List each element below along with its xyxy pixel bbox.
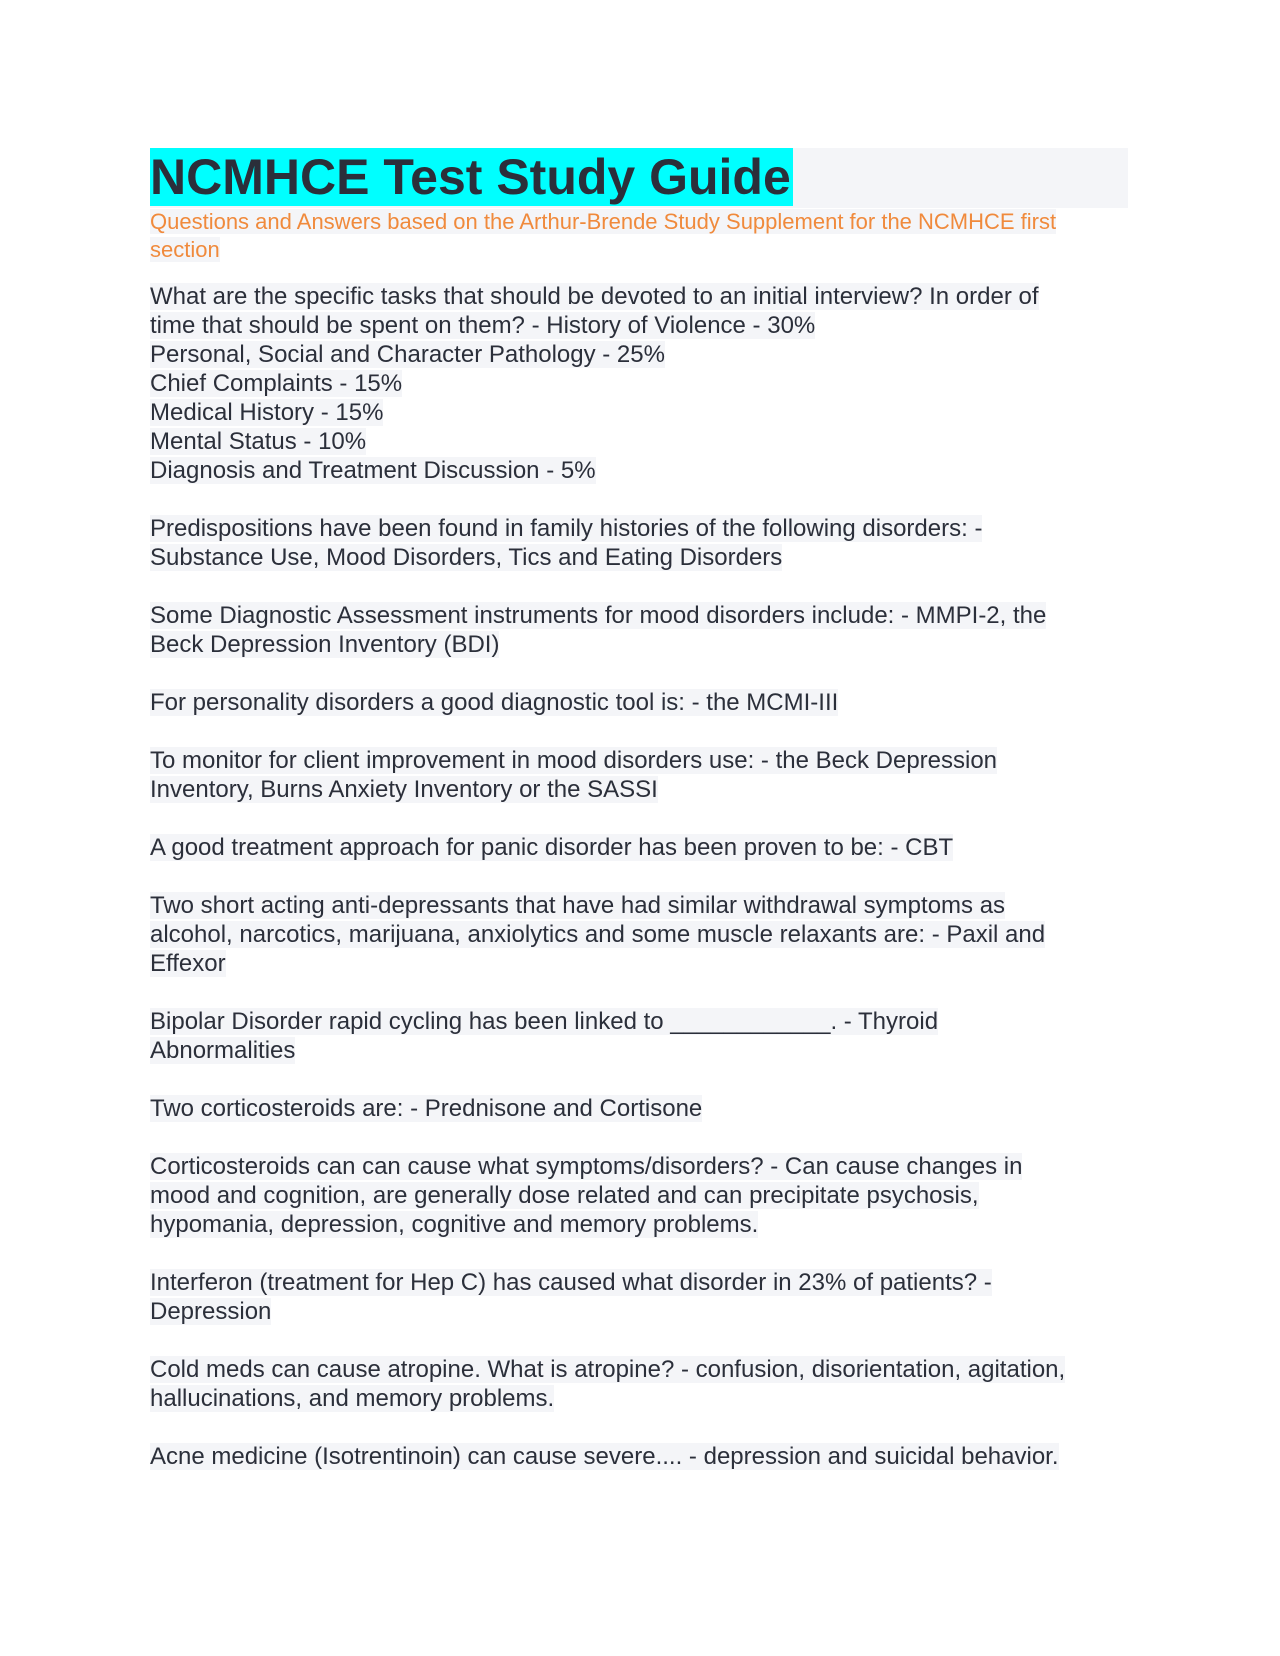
- qa-line: [150, 920, 1128, 949]
- qa-entry: [150, 1442, 1128, 1471]
- qa-line-text: Cold meds can cause atropine. What is atropine? - confusion, disorientation, agitation,: [150, 1356, 1066, 1383]
- qa-line: [150, 1036, 1128, 1065]
- qa-list: [150, 282, 1128, 1471]
- qa-line-text: Chief Complaints - 15%: [150, 370, 403, 397]
- qa-entry: [150, 1355, 1128, 1413]
- qa-line-text: What are the specific tasks that should be devoted to an initial interview? In order of: [150, 283, 1039, 310]
- qa-line: [150, 775, 1128, 804]
- document-subtitle: [150, 208, 1128, 264]
- qa-line-text: Bipolar Disorder rapid cycling has been linked to ____________. - Thyroid: [150, 1008, 939, 1035]
- document-title: NCMHCE Test Study Guide: [150, 149, 791, 205]
- qa-line-text: Corticosteroids can can cause what symptoms/disorders? - Can cause changes in: [150, 1153, 1023, 1180]
- qa-entry: [150, 1152, 1128, 1239]
- qa-line: [150, 456, 1128, 485]
- qa-line: [150, 427, 1128, 456]
- qa-entry: [150, 1268, 1128, 1326]
- qa-line: [150, 949, 1128, 978]
- qa-line-text: hypomania, depression, cognitive and memory problems.: [150, 1211, 759, 1238]
- qa-line-text: Interferon (treatment for Hep C) has caused what disorder in 23% of patients? -: [150, 1269, 992, 1296]
- qa-line: [150, 514, 1128, 543]
- qa-line: [150, 1210, 1128, 1239]
- qa-line-text: Mental Status - 10%: [150, 428, 367, 455]
- qa-line-text: mood and cognition, are generally dose related and can precipitate psychosis,: [150, 1182, 979, 1209]
- qa-entry: [150, 891, 1128, 978]
- qa-line-text: alcohol, narcotics, marijuana, anxiolytics and some muscle relaxants are: - Paxil and: [150, 921, 1046, 948]
- qa-line: [150, 311, 1128, 340]
- qa-line: [150, 1094, 1128, 1123]
- qa-line-text: For personality disorders a good diagnostic tool is: - the MCMI-III: [150, 689, 839, 716]
- qa-line: [150, 1268, 1128, 1297]
- qa-line: [150, 543, 1128, 572]
- qa-line: [150, 1297, 1128, 1326]
- qa-line: [150, 630, 1128, 659]
- qa-line: [150, 1384, 1128, 1413]
- qa-line: [150, 833, 1128, 862]
- qa-entry: [150, 688, 1128, 717]
- qa-line: [150, 1442, 1128, 1471]
- qa-line: [150, 398, 1128, 427]
- qa-line-text: Diagnosis and Treatment Discussion - 5%: [150, 457, 596, 484]
- qa-line-text: Two short acting anti-depressants that have had similar withdrawal symptoms as: [150, 892, 1006, 919]
- qa-entry: [150, 746, 1128, 804]
- qa-line-text: A good treatment approach for panic disorder has been proven to be: - CBT: [150, 834, 954, 861]
- qa-entry: [150, 1094, 1128, 1123]
- qa-line: [150, 369, 1128, 398]
- qa-line: [150, 1181, 1128, 1210]
- subtitle-line: section: [150, 237, 220, 262]
- qa-line: [150, 282, 1128, 311]
- qa-entry: [150, 601, 1128, 659]
- qa-line-text: Predispositions have been found in family histories of the following disorders: -: [150, 515, 983, 542]
- qa-entry: [150, 282, 1128, 485]
- qa-line-text: Effexor: [150, 950, 226, 977]
- qa-line-text: Abnormalities: [150, 1037, 296, 1064]
- qa-line-text: To monitor for client improvement in mood disorders use: - the Beck Depression: [150, 747, 998, 774]
- qa-line: [150, 1355, 1128, 1384]
- qa-entry: [150, 514, 1128, 572]
- qa-line: [150, 340, 1128, 369]
- qa-line-text: Some Diagnostic Assessment instruments for mood disorders include: - MMPI-2, the: [150, 602, 1047, 629]
- document-page: [150, 148, 1128, 1500]
- qa-line-text: Substance Use, Mood Disorders, Tics and Eating Disorders: [150, 544, 783, 571]
- qa-line: [150, 891, 1128, 920]
- qa-line: [150, 1007, 1128, 1036]
- qa-line-text: hallucinations, and memory problems.: [150, 1385, 555, 1412]
- qa-line-text: Acne medicine (Isotrentinoin) can cause severe.... - depression and suicidal behavior.: [150, 1443, 1059, 1470]
- subtitle-line: Questions and Answers based on the Arthur-Brende Study Supplement for the NCMHCE first: [150, 209, 1057, 234]
- qa-line: [150, 1152, 1128, 1181]
- qa-line-text: Personal, Social and Character Pathology - 25%: [150, 341, 665, 368]
- qa-entry: [150, 1007, 1128, 1065]
- title-row: [150, 148, 1128, 208]
- qa-entry: [150, 833, 1128, 862]
- qa-line: [150, 746, 1128, 775]
- qa-line: [150, 601, 1128, 630]
- qa-line-text: Two corticosteroids are: - Prednisone and Cortisone: [150, 1095, 703, 1122]
- qa-line-text: Beck Depression Inventory (BDI): [150, 631, 500, 658]
- qa-line-text: Inventory, Burns Anxiety Inventory or the SASSI: [150, 776, 658, 803]
- qa-line: [150, 688, 1128, 717]
- qa-line-text: Depression: [150, 1298, 272, 1325]
- qa-line-text: Medical History - 15%: [150, 399, 384, 426]
- qa-line-text: time that should be spent on them? - History of Violence - 30%: [150, 312, 816, 339]
